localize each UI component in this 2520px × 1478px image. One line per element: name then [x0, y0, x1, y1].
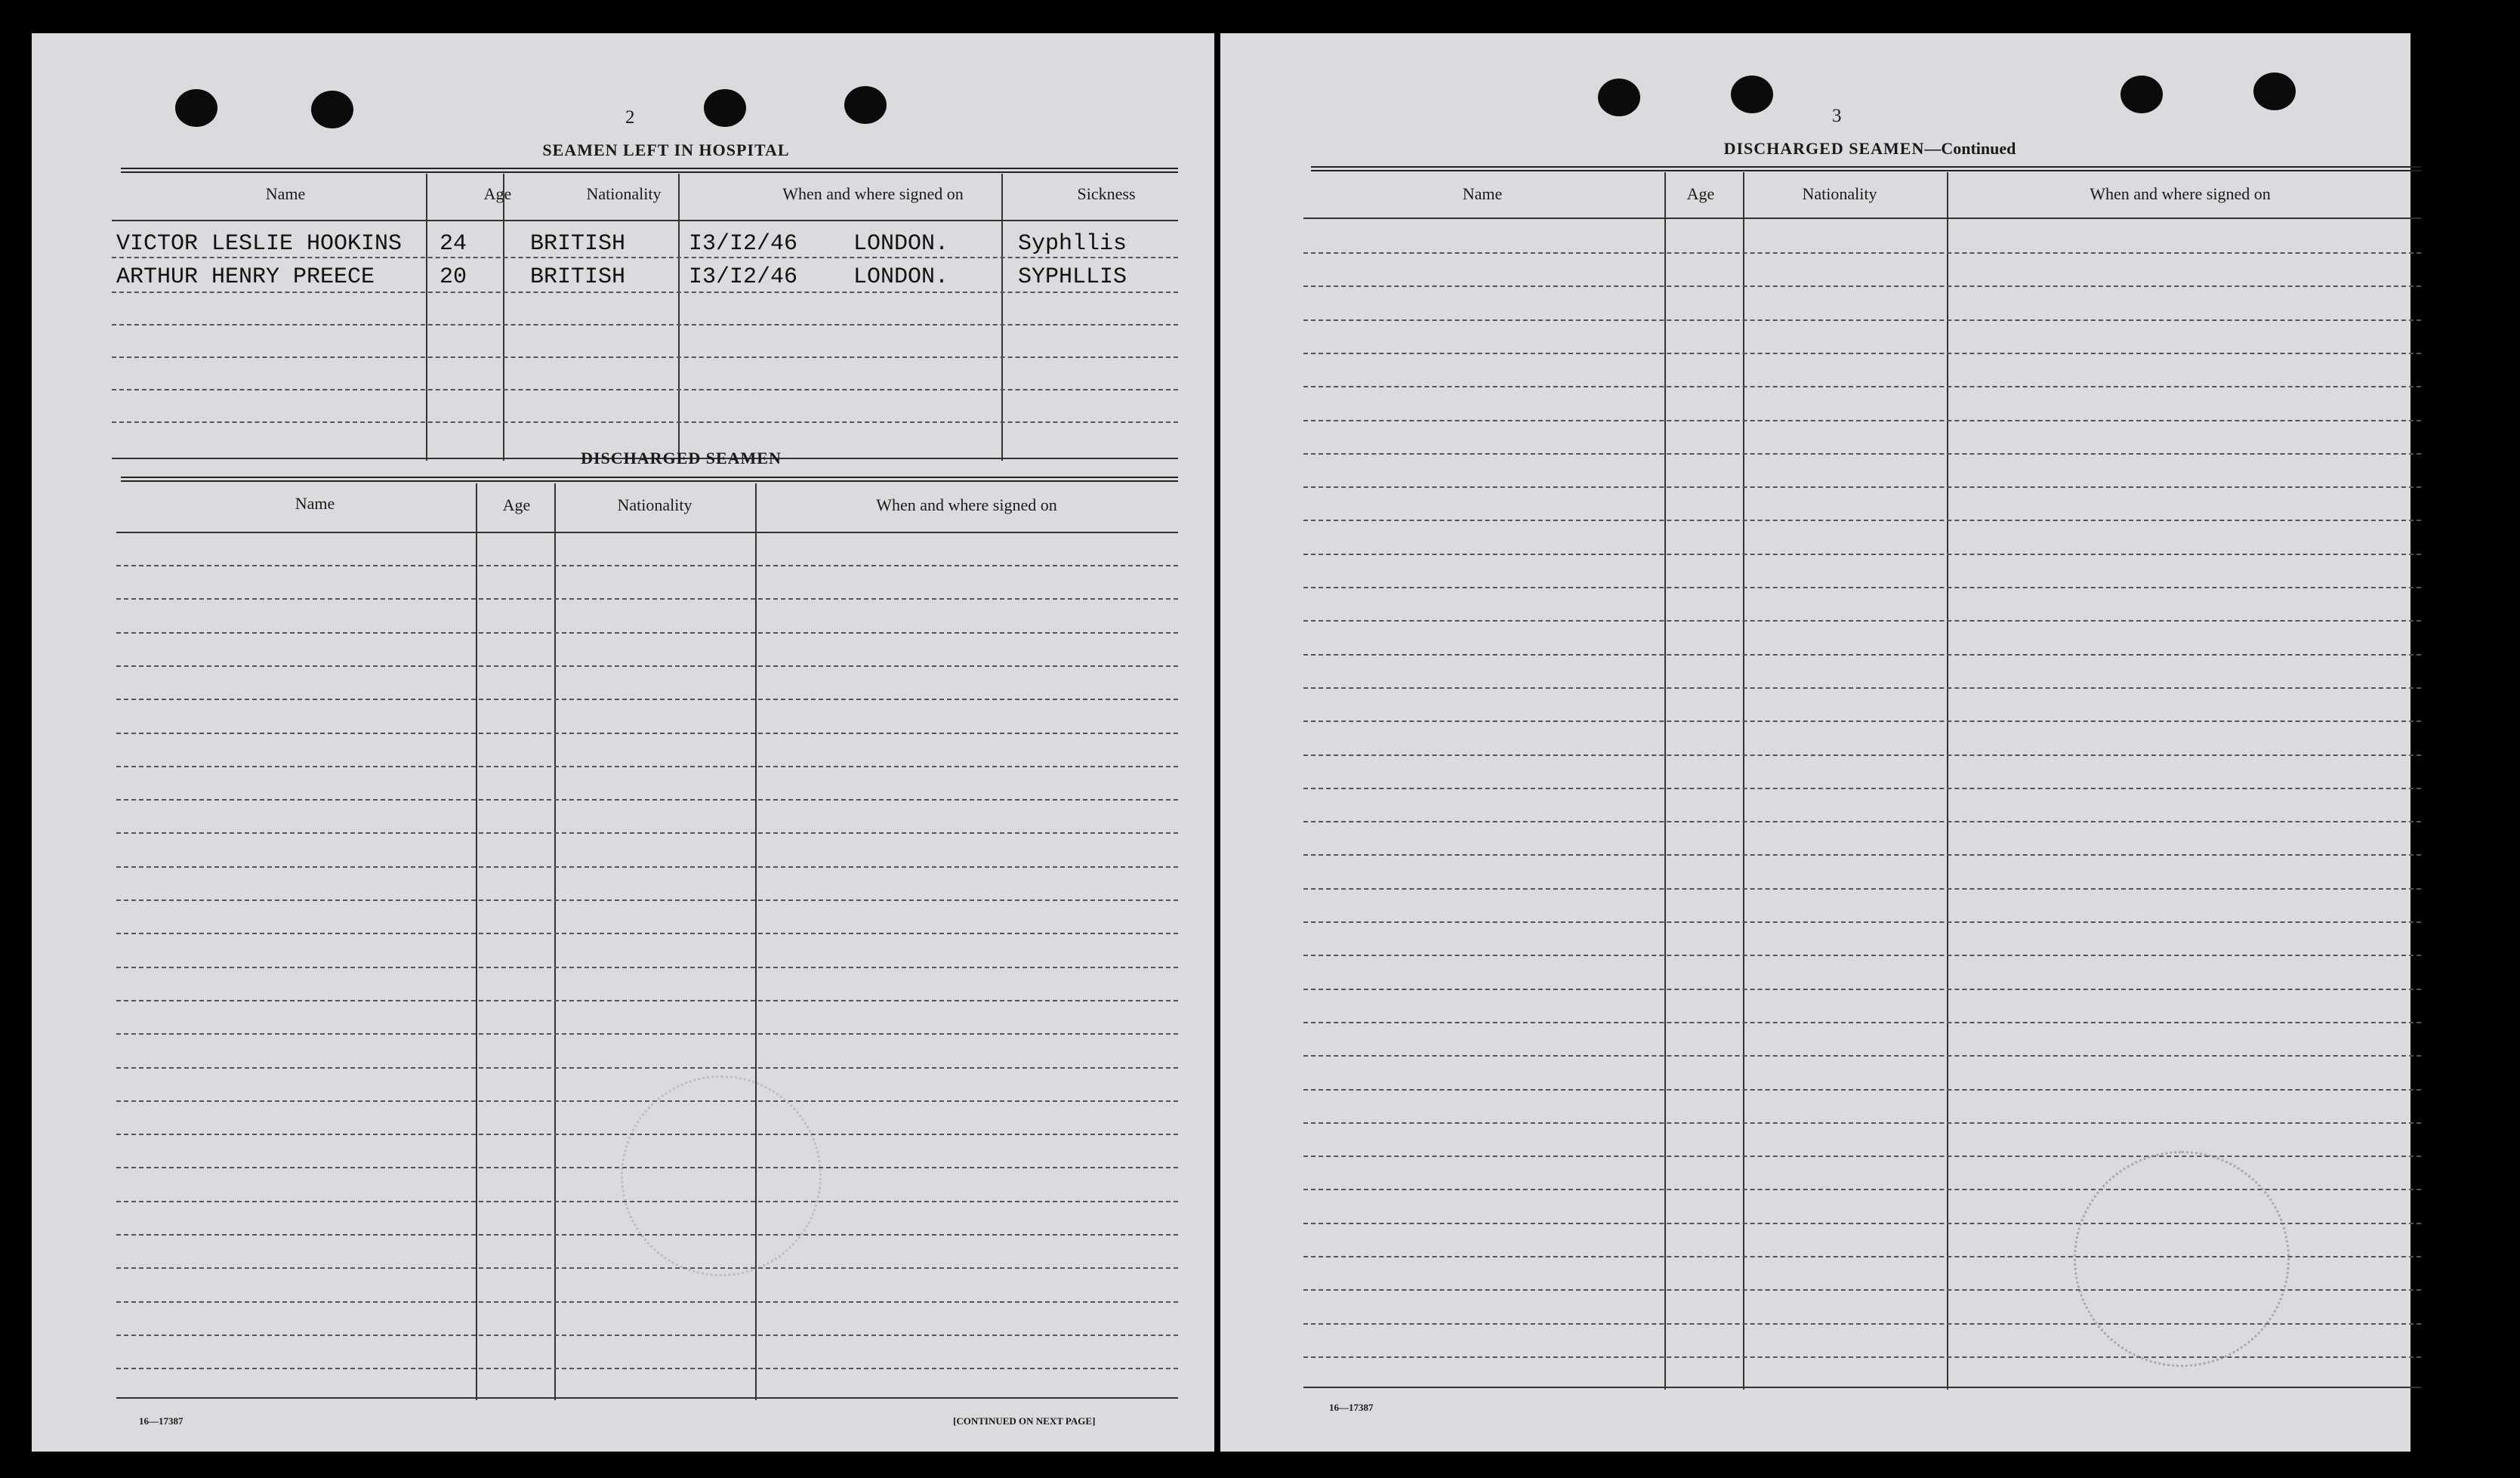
- table-cell-nationality: BRITISH: [530, 231, 626, 257]
- row-rule: [1303, 420, 2421, 421]
- table-cell-name: ARTHUR HENRY PREECE: [116, 264, 375, 290]
- row-rule: [116, 899, 1178, 901]
- row-rule: [116, 832, 1178, 834]
- row-rule: [116, 1335, 1178, 1336]
- row-rule: [1303, 687, 2421, 689]
- col-header-signed-on: When and where signed on: [876, 495, 1057, 514]
- table-cell-nationality: BRITISH: [530, 264, 626, 290]
- form-number: 16—17387: [1329, 1402, 1374, 1413]
- row-rule: [116, 1368, 1178, 1369]
- row-rule: [116, 665, 1178, 667]
- row-rule: [1303, 520, 2421, 521]
- row-rule: [116, 565, 1178, 566]
- punch-hole: [844, 86, 887, 124]
- row-rule: [1303, 620, 2421, 622]
- col-header-nationality: Nationality: [617, 495, 692, 514]
- row-rule: [1303, 788, 2421, 789]
- row-rule: [112, 421, 1178, 423]
- row-rule: [116, 799, 1178, 801]
- left-page: [32, 33, 1214, 1452]
- table-cell-sickness: Syphllis: [1018, 231, 1127, 257]
- page-number: 2: [625, 107, 635, 128]
- row-rule: [1303, 1156, 2421, 1157]
- row-rule: [116, 733, 1178, 734]
- row-rule: [112, 356, 1178, 358]
- row-rule: [112, 292, 1178, 293]
- punch-hole: [704, 89, 746, 127]
- col-header-signed-on: When and where signed on: [2090, 184, 2271, 203]
- continued-note: [CONTINUED ON NEXT PAGE]: [953, 1415, 1096, 1427]
- punch-hole: [311, 91, 353, 128]
- column-divider: [554, 483, 556, 1400]
- row-rule: [116, 1067, 1178, 1069]
- row-rule: [1303, 319, 2421, 321]
- title-main: DISCHARGED SEAMEN: [1723, 139, 1925, 158]
- row-rule: [1303, 285, 2421, 287]
- row-rule: [1303, 821, 2421, 822]
- row-rule: [1303, 353, 2421, 354]
- col-header-signed-on: When and where signed on: [782, 184, 964, 203]
- header-rule: [116, 532, 1178, 533]
- row-rule: [116, 632, 1178, 634]
- page-number: 3: [1832, 106, 1842, 126]
- col-header-name: Name: [1462, 184, 1503, 203]
- row-rule: [1303, 1089, 2421, 1091]
- form-number: 16—17387: [139, 1415, 184, 1427]
- col-header-age: Age: [502, 495, 531, 514]
- column-divider: [1664, 172, 1666, 1390]
- row-rule: [1303, 754, 2421, 756]
- punch-hole: [2121, 76, 2163, 113]
- table-cell-sickness: SYPHLLIS: [1018, 264, 1127, 290]
- row-rule: [1303, 1122, 2421, 1124]
- row-rule: [116, 866, 1178, 868]
- punch-hole: [1731, 76, 1773, 113]
- row-rule: [1303, 955, 2421, 956]
- col-header-sickness: Sickness: [1077, 184, 1136, 203]
- header-rule: [112, 220, 1178, 221]
- right-page: [1220, 33, 2411, 1452]
- table-cell-date: I3/I2/46: [689, 231, 798, 257]
- col-header-age: Age: [483, 184, 512, 203]
- col-header-name: Name: [295, 494, 335, 513]
- row-rule: [1303, 1055, 2421, 1057]
- row-rule: [1303, 386, 2421, 387]
- official-stamp: [2074, 1151, 2290, 1367]
- row-rule: [116, 1267, 1178, 1269]
- col-header-age: Age: [1686, 184, 1715, 203]
- row-rule: [1303, 554, 2421, 555]
- table-cell-name: VICTOR LESLIE HOOKINS: [116, 231, 403, 257]
- punch-hole: [1598, 79, 1640, 116]
- column-divider: [1743, 172, 1744, 1390]
- column-divider: [426, 174, 427, 461]
- row-rule: [1303, 587, 2421, 588]
- punch-hole: [175, 89, 217, 127]
- row-rule: [116, 1301, 1178, 1303]
- table-bottom-rule: [116, 1397, 1178, 1399]
- row-rule: [1303, 888, 2421, 890]
- row-rule: [1303, 989, 2421, 990]
- table-cell-place: LONDON.: [853, 264, 949, 290]
- row-rule: [1303, 921, 2421, 923]
- column-divider: [678, 174, 680, 461]
- double-rule: [121, 477, 1178, 482]
- discharged-continued-title: [1658, 139, 2081, 159]
- faded-stamp: [621, 1075, 822, 1276]
- col-header-name: Name: [265, 184, 306, 203]
- row-rule: [112, 324, 1178, 326]
- row-rule: [112, 389, 1178, 390]
- column-divider: [1001, 174, 1003, 461]
- row-rule: [1303, 654, 2421, 656]
- column-divider: [1947, 172, 1948, 1390]
- row-rule: [1303, 1356, 2421, 1358]
- column-divider: [476, 483, 477, 1400]
- discharged-section-title: DISCHARGED SEAMEN: [581, 449, 782, 467]
- row-rule: [1303, 252, 2421, 254]
- table-cell-age: 24: [440, 231, 467, 257]
- punch-hole: [2253, 73, 2296, 110]
- row-rule: [116, 766, 1178, 767]
- table-cell-date: I3/I2/46: [689, 264, 798, 290]
- row-rule: [116, 1100, 1178, 1102]
- table-cell-place: LONDON.: [853, 231, 949, 257]
- table-cell-age: 20: [440, 264, 467, 290]
- row-rule: [116, 1033, 1178, 1035]
- col-header-nationality: Nationality: [1802, 184, 1877, 203]
- row-rule: [1303, 854, 2421, 856]
- row-rule: [116, 598, 1178, 600]
- title-suffix: —Continued: [1924, 139, 2016, 158]
- row-rule: [116, 967, 1178, 968]
- col-header-nationality: Nationality: [586, 184, 662, 203]
- hospital-section-title: SEAMEN LEFT IN HOSPITAL: [542, 140, 790, 159]
- column-divider: [503, 174, 504, 461]
- double-rule: [1311, 166, 2421, 171]
- double-rule: [121, 168, 1178, 173]
- row-rule: [1303, 1022, 2421, 1023]
- row-rule: [1303, 486, 2421, 488]
- row-rule: [116, 933, 1178, 934]
- row-rule: [112, 257, 1178, 258]
- header-rule: [1303, 218, 2421, 219]
- row-rule: [1303, 720, 2421, 722]
- row-rule: [116, 699, 1178, 700]
- row-rule: [116, 1000, 1178, 1001]
- table-bottom-rule: [1303, 1387, 2421, 1388]
- row-rule: [1303, 453, 2421, 455]
